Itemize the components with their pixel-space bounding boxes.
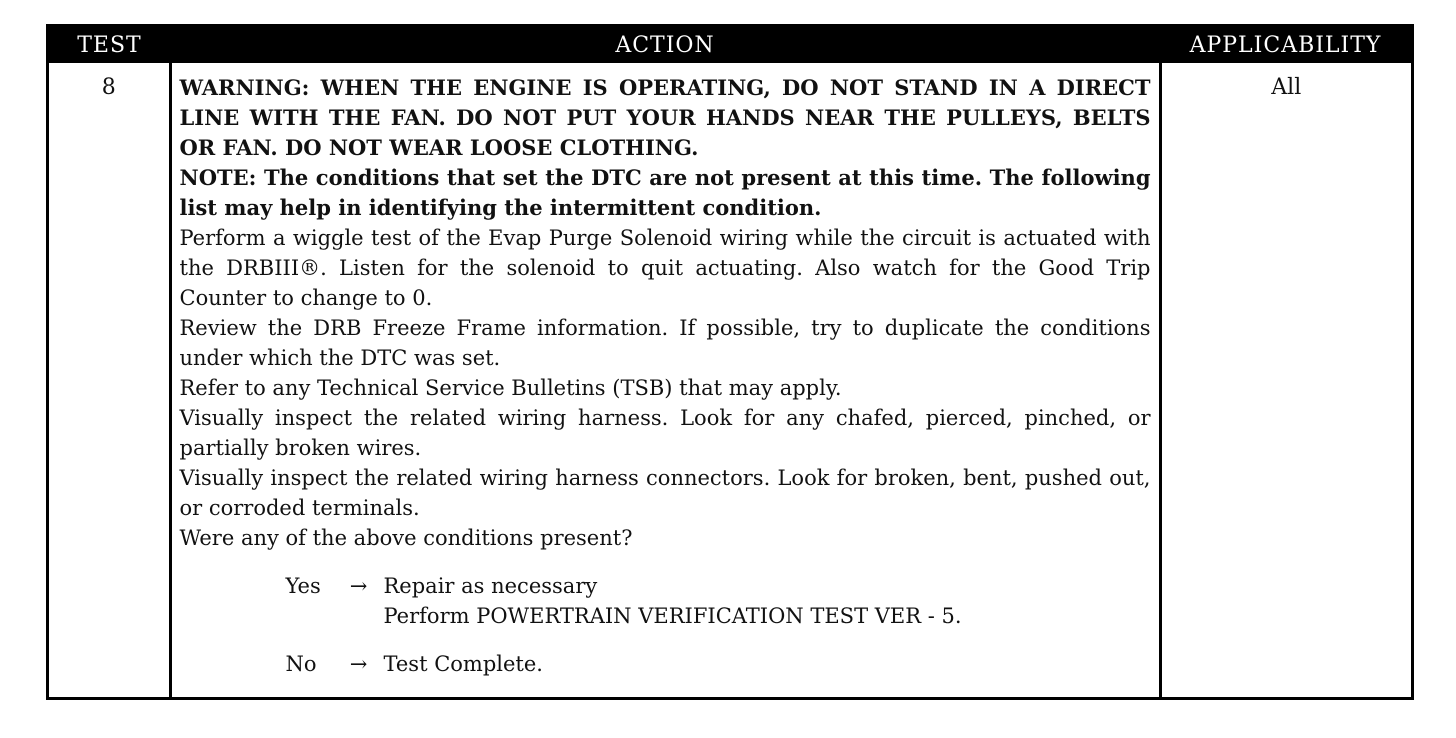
step-tsb: Refer to any Technical Service Bulletins (TSB) that may apply. bbox=[179, 376, 842, 400]
step-inspect-connectors: Visually inspect the related wiring harness connectors. Look for broken, bent, pushed out, or corroded terminals. bbox=[179, 466, 1151, 520]
step-wiggle-test: Perform a wiggle test of the Evap Purge Solenoid wiring while the circuit is actuated with the DRBIII®. Listen for the solenoid to quit actuating. Also watch for the Good Trip Counter to change to 0. bbox=[179, 226, 1151, 310]
warning-text: WARNING: WHEN THE ENGINE IS OPERATING, DO NOT STAND IN A DIRECT LINE WITH THE FAN. DO NOT PUT YOUR HANDS NEAR THE PULLEYS, BELTS OR FAN. DO NOT WEAR LOOSE CLOTHING. bbox=[179, 75, 1151, 160]
answer-no-text bbox=[384, 649, 543, 679]
applicability-value: All bbox=[1271, 75, 1302, 100]
answer-yes bbox=[286, 571, 1151, 631]
answer-yes-line-2: Perform POWERTRAIN VERIFICATION TEST VER - 5. bbox=[383, 604, 962, 628]
step-inspect-harness: Visually inspect the related wiring harness. Look for any chafed, pierced, pinched, or partially broken wires. bbox=[179, 406, 1151, 460]
arrow-right-icon: → bbox=[349, 574, 368, 598]
note-text: NOTE: The conditions that set the DTC are not present at this time. The following list may help in identifying the intermittent condition. bbox=[179, 165, 1151, 220]
answer-no-label: No bbox=[285, 652, 317, 676]
step-freeze-frame: Review the DRB Freeze Frame information. If possible, try to duplicate the conditions under which the DTC was set. bbox=[179, 316, 1151, 370]
answer-no-line-1: Test Complete. bbox=[383, 652, 543, 676]
answer-no bbox=[286, 649, 1151, 679]
table-row bbox=[49, 63, 1411, 697]
diagnostic-table-frame bbox=[46, 24, 1414, 700]
answers-block bbox=[286, 571, 1151, 679]
header-action: ACTION bbox=[170, 27, 1160, 63]
arrow-right-icon: → bbox=[349, 652, 368, 676]
table-header-row bbox=[49, 27, 1411, 63]
answer-yes-label: Yes bbox=[285, 574, 321, 598]
test-number: 8 bbox=[49, 63, 170, 697]
diagnostic-table bbox=[49, 27, 1411, 697]
action-cell bbox=[170, 63, 1160, 697]
answer-yes-text bbox=[384, 571, 962, 631]
header-test: TEST bbox=[49, 27, 170, 63]
header-applicability: APPLICABILITY bbox=[1160, 27, 1411, 63]
answer-yes-line-1: Repair as necessary bbox=[383, 574, 598, 598]
question-text: Were any of the above conditions present? bbox=[179, 526, 633, 550]
